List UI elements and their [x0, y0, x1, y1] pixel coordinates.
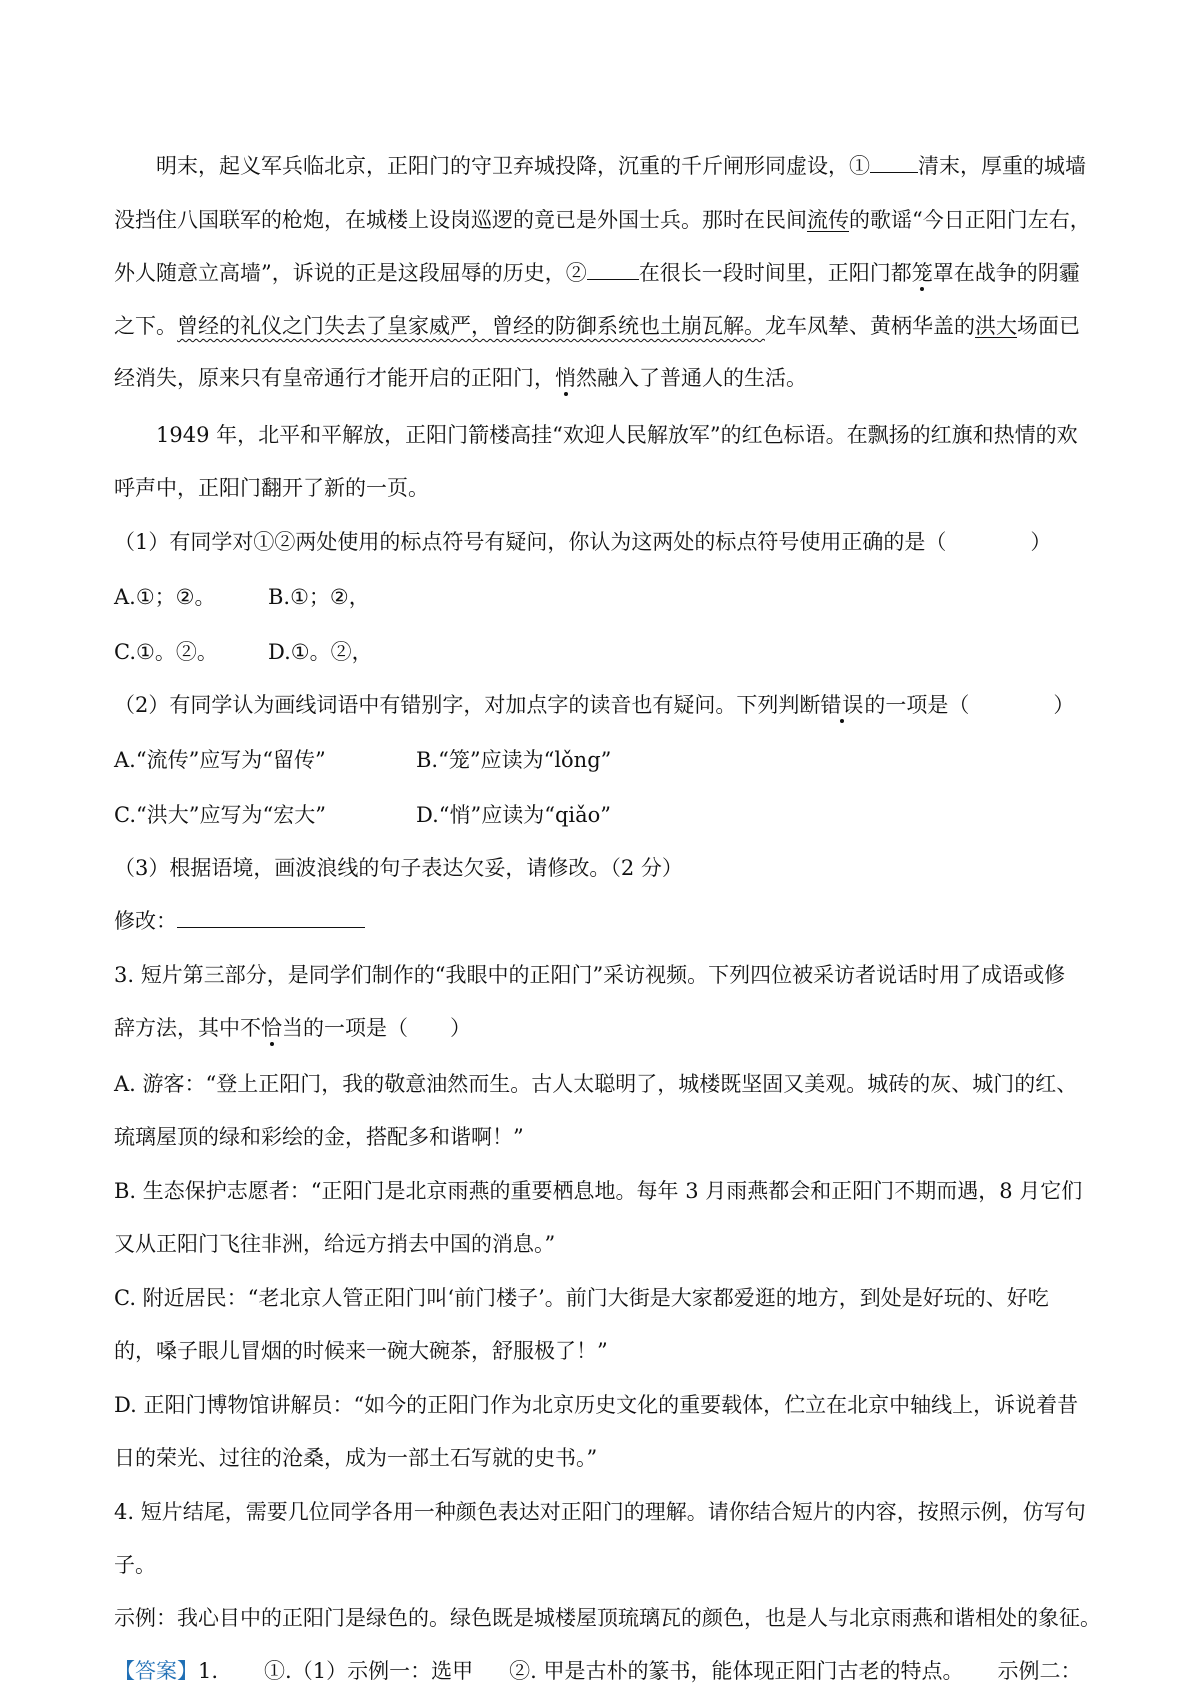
- q3-option-b-line2: 又从正阳门飞往非洲，给远方捎去中国的消息。”: [114, 1232, 556, 1256]
- q3-stem: （3）根据语境，画波浪线的句子表达欠妥，请修改。（2 分）: [114, 856, 683, 880]
- q3-main-line1: 3. 短片第三部分，是同学们制作的“我眼中的正阳门”采访视频。下列四位被采访者说话时用了成语或修: [114, 963, 1066, 987]
- q2-option-a: A.“流传”应写为“留传”: [114, 748, 326, 772]
- q2-option-c: C.“洪大”应写为“宏大”: [114, 803, 326, 827]
- text: ②. 甲是古朴的篆书，能体现正阳门古老的特点。: [509, 1659, 964, 1683]
- text: 辞方法，其中: [114, 1016, 240, 1040]
- text: 明末，起义军兵临北京，正阳门的守卫弃城投降，沉重的千斤闸形同虚设，: [156, 154, 849, 178]
- q4-line2: 子。: [114, 1553, 156, 1577]
- text: 没挡住八国联军的枪炮，在城楼上设岗巡逻的竟已是外国士兵。那时在民间: [114, 208, 807, 232]
- q1-option-a: A.①；②。: [114, 585, 216, 609]
- dotted-char-qiao: 悄: [555, 366, 576, 390]
- para1-line4: [114, 311, 1080, 341]
- q4-line1: 4. 短片结尾，需要几位同学各用一种颜色表达对正阳门的理解。请你结合短片的内容，按照示例，仿写句: [114, 1500, 1086, 1524]
- blank-1: [870, 152, 918, 173]
- text: 1.: [198, 1659, 219, 1683]
- text: 的歌谣“今日正阳门左右，: [849, 208, 1091, 232]
- text: 龙车凤辇、黄柄华盖的: [765, 314, 975, 338]
- answer-line1: [114, 1656, 1081, 1686]
- q2-stem: [114, 690, 1074, 720]
- text: 然融入了普通人的生活。: [576, 366, 807, 390]
- text: 之下。: [114, 314, 177, 338]
- q2-option-d: D.“悄”应读为“qiǎo”: [416, 803, 612, 827]
- text: ①.（1）示例一：选甲: [264, 1659, 474, 1683]
- text: 经消失，原来只有皇帝通行才能开启的正阳门，: [114, 366, 555, 390]
- para2-line1: 1949 年，北平和平解放，正阳门箭楼高挂“欢迎人民解放军”的红色标语。在飘扬的红旗和热情的欢: [156, 423, 1078, 447]
- text: 示例二：: [997, 1659, 1082, 1683]
- text: （2）有同学认为画线词语中有错别字，对加点字的读音也有疑问。下列判断: [114, 693, 821, 717]
- q3-option-d-line2: 日的荣光、过往的沧桑，成为一部土石写就的史书。”: [114, 1446, 598, 1470]
- answer-tag: 【答案】: [114, 1659, 198, 1683]
- q1-stem: （1）有同学对①②两处使用的标点符号有疑问，你认为这两处的标点符号使用正确的是（ ）: [114, 530, 1052, 554]
- text: 在很长一段时间里，正阳门都: [638, 261, 912, 285]
- blank-marker-1: ①: [849, 154, 870, 178]
- underlined-word-liuchuan: 流传: [807, 208, 849, 232]
- q3-fix-line: [114, 906, 365, 936]
- q3-option-c-line1: C. 附近居民：“老北京人管正阳门叫‘前门楼子’。前门大街是大家都爱逛的地方，到处是好玩的、好吃: [114, 1286, 1049, 1310]
- text: 场面已: [1017, 314, 1080, 338]
- q3-option-a-line2: 琉璃屋顶的绿和彩绘的金，搭配多和谐啊！”: [114, 1125, 524, 1149]
- q3-option-b-line1: B. 生态保护志愿者：“正阳门是北京雨燕的重要栖息地。每年 3 月雨燕都会和正阳门不期而遇，8 月它们: [114, 1179, 1083, 1203]
- dotted-word-cuowu: 错误: [820, 693, 865, 717]
- dotted-word-buqiadang: 不恰当: [240, 1016, 303, 1040]
- text: 的一项是（ ）: [303, 1016, 471, 1040]
- q3-option-d-line1: D. 正阳门博物馆讲解员：“如今的正阳门作为北京历史文化的重要载体，伫立在北京中轴线上，诉说着昔: [114, 1393, 1079, 1417]
- para1-line1: [156, 151, 1086, 181]
- text: 的一项是（ ）: [864, 693, 1075, 717]
- text: 清末，厚重的城墙: [918, 154, 1086, 178]
- q4-example: 示例：我心目中的正阳门是绿色的。绿色既是城楼屋顶琉璃瓦的颜色，也是人与北京雨燕和谐相处的象征。: [114, 1606, 1101, 1630]
- text: 外人随意立高墙”，诉说的正是这段屈辱的历史，: [114, 261, 566, 285]
- para1-line5: [114, 363, 807, 393]
- q3-option-a-line1: A. 游客：“登上正阳门，我的敬意油然而生。古人太聪明了，城楼既坚固又美观。城砖的灰、城门的红、: [114, 1072, 1078, 1096]
- q3-option-c-line2: 的，嗓子眼儿冒烟的时候来一碗大碗茶，舒服极了！”: [114, 1339, 608, 1363]
- dotted-char-long: 笼: [911, 261, 933, 285]
- blank-2: [587, 259, 639, 280]
- q1-option-d: D.①。②，: [268, 640, 373, 664]
- para2-line2: 呼声中，正阳门翻开了新的一页。: [114, 476, 429, 500]
- para1-line2: [114, 205, 1091, 235]
- fix-label: 修改：: [114, 909, 177, 933]
- q2-option-b: B.“笼”应读为“lǒng”: [416, 748, 612, 772]
- para1-line3: [114, 258, 1080, 288]
- text: 罩在战争的阴霾: [932, 261, 1080, 285]
- underlined-word-hongda: 洪大: [975, 314, 1017, 338]
- wavy-underlined-sentence: 曾经的礼仪之门失去了皇家威严，曾经的防御系统也土崩瓦解。: [177, 314, 765, 338]
- q3-main-line2: [114, 1013, 471, 1043]
- q1-option-b: B.①；②，: [268, 585, 370, 609]
- q1-option-c: C.①。②。: [114, 640, 218, 664]
- fix-answer-blank[interactable]: [177, 907, 365, 928]
- blank-marker-2: ②: [565, 261, 587, 285]
